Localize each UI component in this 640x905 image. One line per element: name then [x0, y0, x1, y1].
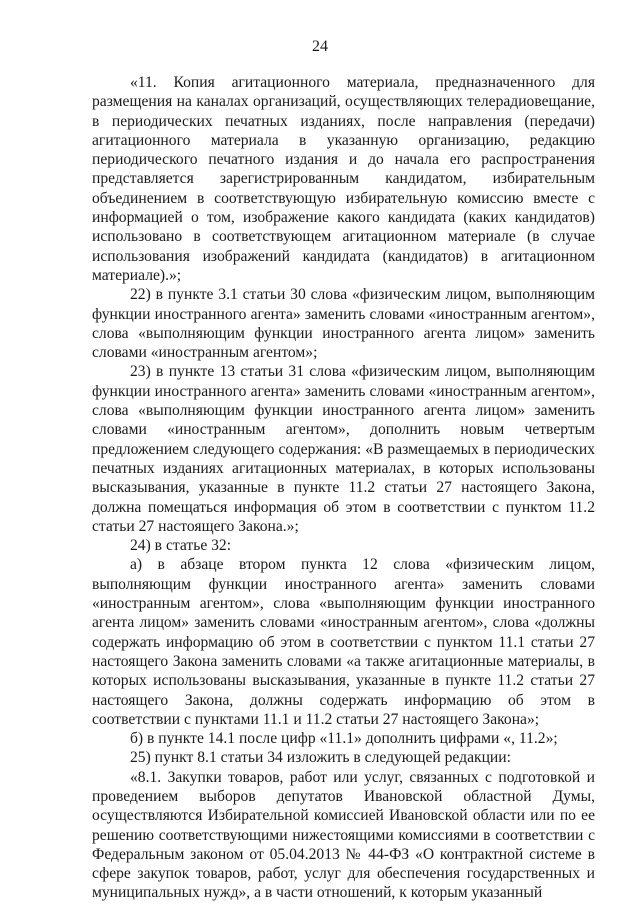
- paragraph-item-24: 24) в статье 32:: [130, 537, 232, 555]
- paragraph-item-24a: а) в абзаце втором пункта 12 слова «физическим лицом, выполняющим функции иностранного агента» заменить словами «иностранным агентом», слова «выполняющим функции иностранного агента лицом» заменить словами «иностранным агентом», слова «должны содержать информацию об этом в соответствии с пунктом 11.1 статьи 27 настоящего Закона заменить словами «а также агитационные материалы, в которых использованы высказывания, указанные в пункте 11.2 статьи 27 настоящего Закона, должны содержать информацию об этом в соответствии с пунктами 11.1 и 11.2 статьи 27 настоящего Закона»;: [92, 556, 595, 728]
- page-number: 24: [312, 38, 328, 55]
- paragraph-clause-8-1: «8.1. Закупки товаров, работ или услуг, связанных с подготовкой и проведением выборов депутатов Ивановской областной Думы, осуществляются Избирательной комиссией Ивановской области или по ее решению соответствующими нижестоящими комиссиями в соответствии с Федеральным законом от 05.04.2013 № 44-ФЗ «О контрактной системе в сфере закупок товаров, работ, услуг для обеспечения государственных и муниципальных нужд», а в части отношений, к которым указанный: [92, 768, 595, 902]
- paragraph-item-22: 22) в пункте 3.1 статьи 30 слова «физическим лицом, выполняющим функции иностранного агента» заменить словами «иностранным агентом», слова «выполняющим функции иностранного агента лицом» заменить словами «иностранным агентом»;: [92, 286, 595, 362]
- paragraph-item-25: 25) пункт 8.1 статьи 34 изложить в следующей редакции:: [130, 749, 511, 767]
- document-body: [92, 73, 595, 903]
- paragraph-item-23: 23) в пункте 13 статьи 31 слова «физическим лицом, выполняющим функции иностранного агента» заменить словами «иностранным агентом», слова «выполняющим функции иностранного агента лицом» заменить словами «иностранным агентом», дополнить новым четвертым предложением следующего содержания: «В размещаемых в периодических печатных изданиях агитационных материалах, в которых использованы высказывания, указанные в пункте 11.2 статьи 27 настоящего Закона, должна помещаться информация об этом в соответствии с пунктом 11.2 статьи 27 настоящего Закона.»;: [92, 363, 595, 535]
- paragraph-clause-11: «11. Копия агитационного материала, предназначенного для размещения на каналах организаций, осуществляющих телерадиовещание, в периодических печатных изданиях, после направления (передачи) агитационного материала в указанную организацию, редакцию периодического печатного издания и до начала его распространения представляется зарегистрированным кандидатом, избирательным объединением в соответствующую избирательную комиссию вместе с информацией о том, изображение какого кандидата (каких кандидатов) использовано в соответствующем агитационном материале (в случае использования изображений кандидата (кандидатов) в агитационном материале).»;: [92, 74, 595, 284]
- paragraph-item-24b: б) в пункте 14.1 после цифр «11.1» дополнить цифрами «, 11.2»;: [130, 730, 558, 748]
